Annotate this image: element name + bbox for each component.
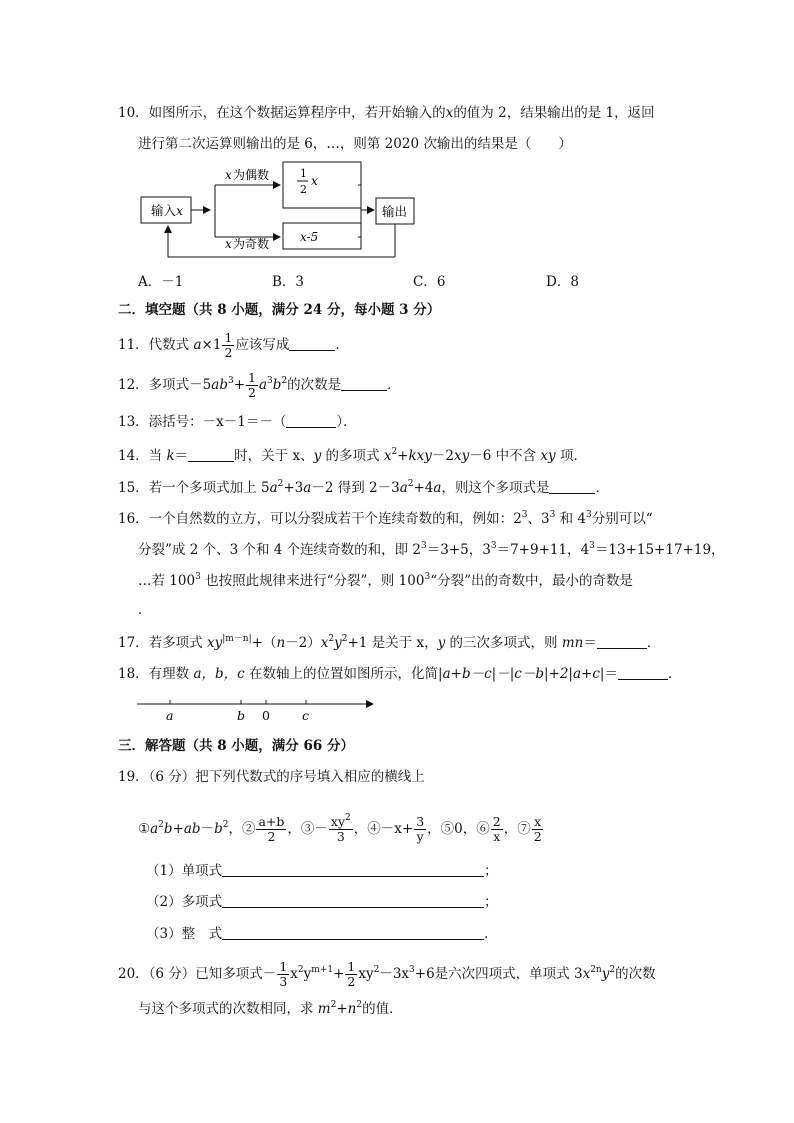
q19-blank-2: （2）多项式 ； [146, 894, 498, 910]
q10-line2: 进行第二次运算则输出的是 6，…，则第 2020 次输出的结果是（ ） [138, 136, 572, 152]
q15: 15．若一个多项式加上 $5a^2+3a-2$ 得到 $2-3a^2+4a$，则这个多项式是 ． [118, 479, 609, 496]
option-c[interactable]: C．6 [413, 274, 446, 290]
flowchart-feedback [130, 155, 430, 265]
q19-title: 19．（6 分）把下列代数式的序号填入相应的横线上 [118, 769, 425, 785]
number-line [135, 696, 380, 726]
svg-text:1: 1 [300, 167, 307, 180]
section-3-heading: 三．解答题（共 8 小题，满分 66 分） [118, 738, 354, 754]
q13: 13．添括号：－x－1＝－（ ）． [118, 414, 357, 430]
numberline-label-b: b [237, 708, 246, 723]
q18-blank[interactable] [618, 665, 668, 680]
numberline-label-c: c [302, 708, 310, 723]
even-label: 为偶数 [233, 168, 270, 182]
q15-blank[interactable] [549, 479, 595, 494]
odd-var: x [225, 237, 232, 251]
q16-line4: ． [138, 602, 152, 618]
q17: 17．若多项式 $xy^{|m-n|}+(n-2)x^2y^2+1$ 是关于 x，y 的三次多项式，则 mn＝ ． [118, 634, 661, 651]
q13-blank[interactable] [286, 413, 336, 428]
q19-blank-input-2[interactable] [222, 893, 484, 908]
q12: 12．多项式$-5ab^3+$ $\frac{1}{2}$ $a^3b^2$的次数是 ． [118, 370, 401, 400]
q19-expressions: $①a^2b+ab-b^2$，② $\frac{a+b}{2}$ ，③－ $\frac{xy^2}{3}$ ，④－x+ $\frac{3}{y}$ ，⑤0，⑥ $\frac{2}{x}$ ，⑦ $\frac{x}{2}$ [138, 813, 542, 844]
q16-line1: 16．一个自然数的立方，可以分裂成若干个连续奇数的和，例如：$2^3$、$3^3$ 和 $4^3$分别可以“ [118, 510, 653, 527]
q17-blank[interactable] [597, 634, 647, 649]
input-box-label: 输入 [151, 203, 177, 218]
input-box-var: x [176, 203, 184, 218]
odd-label: 为奇数 [233, 237, 270, 251]
option-b[interactable]: B．3 [272, 274, 305, 290]
q19-blank-3: （3）整 式 ． [146, 926, 498, 942]
even-var: x [225, 168, 232, 182]
q11-blank[interactable] [289, 336, 335, 351]
q19-blank-1: （1）单项式 ； [146, 863, 498, 879]
svg-text:x-5: x-5 [300, 230, 319, 244]
q20-line1: 20．（6 分）已知多项式－ $\frac{1}{3}$ $x^2y^{m+1}+$ $\frac{1}{2}$ $xy^2-3x^3+6$是六次四项式，单项式 $3x^{2n}y^2$的次数 [118, 959, 656, 989]
q16-line2: 分裂”成 2 个、3 个和 4 个连续奇数的和，即 $2^3=3+5$，$3^3=7+9+11$，$4^3=13+15+17+19$， [138, 541, 725, 558]
numberline-label-0: 0 [262, 708, 270, 723]
svg-text:x: x [311, 174, 318, 188]
q18: 18．有理数 a，b，c 在数轴上的位置如图所示，化简|a+b－c|－|c－b|+2|a+c|＝ ． [118, 666, 682, 682]
section-2-heading: 二．填空题（共 8 小题，满分 24 分，每小题 3 分） [118, 302, 441, 318]
q20-line2: 与这个多项式的次数相同，求 $m^2+n^2$的值． [138, 1000, 403, 1017]
q11: 11．代数式 a×1 $\frac{1}{2}$ 应该写成 ． [118, 330, 349, 360]
q12-blank[interactable] [341, 376, 387, 391]
q16-line3: …若 $100^3$ 也按照此规律来进行“分裂”，则 $100^3“$分裂”出的奇数中，最小的奇数是 [138, 572, 633, 589]
svg-text:2: 2 [300, 183, 307, 196]
option-a[interactable]: A．－1 [138, 274, 184, 290]
output-box-label: 输出 [382, 204, 408, 219]
q14-blank[interactable] [188, 447, 234, 462]
numberline-label-a: a [166, 708, 174, 723]
q14: 14．当 k＝ 时，关于 x、y 的多项式 $x^2+kxy-2xy-6$ 中不含 xy 项． [118, 447, 587, 464]
q19-blank-input-1[interactable] [222, 862, 484, 877]
option-d[interactable]: D．8 [546, 274, 579, 290]
q10-line1: 10．如图所示，在这个数据运算程序中，若开始输入的x的值为 2，结果输出的是 1，返回 [118, 105, 655, 121]
q19-blank-input-3[interactable] [222, 925, 484, 940]
